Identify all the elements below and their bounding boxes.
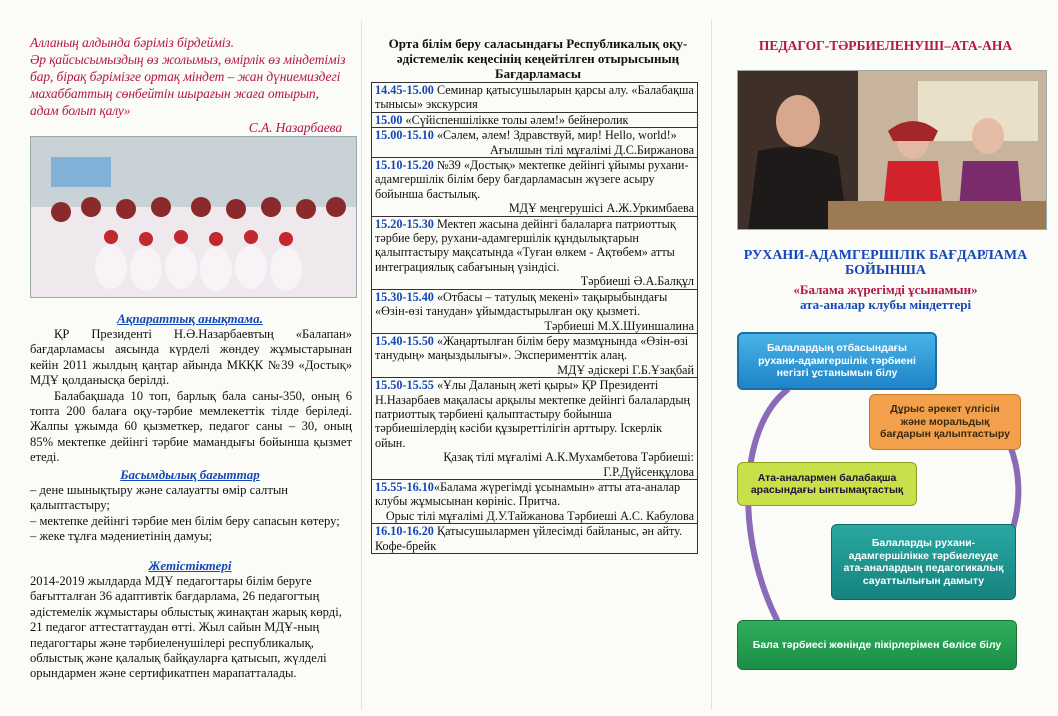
middle-panel [363,0,709,716]
schedule-time: 16.10-16.20 [375,524,434,539]
schedule-time: 15.40-15.50 [375,333,434,348]
schedule-row [371,127,698,157]
program-title: Орта білім беру саласындағы Республикалық оқу-әдістемелік кеңесінің кеңейтілген отырысының Бағдарламасы [388,36,688,81]
priority-item: – дене шынықтыру және салауатты өмір салтын қалыптастыру; [30,483,289,513]
task-box-5: Бала тәрбиесі жөнінде пікірлерімен бөлісе білу [737,620,1017,670]
schedule-row [371,289,698,333]
schedule-time: 15.10-15.20 [375,158,434,173]
schedule-time: 15.55-16.10 [375,479,434,494]
schedule-row [371,216,698,289]
schedule-time: 14.45-15.00 [375,83,434,97]
program-heading: РУХАНИ-АДАМГЕРШІЛІК БАҒДАРЛАМА БОЙЫНША [743,248,1028,278]
schedule-text: №39 «Достық» мектепке дейінгі ұйымы рухани-адамгершілік білім беру бағдарламасын жүзеге асыру бойынша бастылық. [375,158,689,201]
schedule-row [371,523,698,554]
schedule-row [371,333,698,377]
quote-block [30,34,350,136]
schedule-row [371,479,698,523]
left-panel [0,0,358,716]
achievements-text: 2014-2019 жылдарда МДҰ педагогтары білім беруге бағытталған 36 адаптивтік бағдарлама, 26 педагогтың әдістемелік жұмыстары облыстық жинақтан жарық көрді, 21 педагог аттестаттаудан өтті. Жыл сайын МДҰ-ның педагогтары және тәрбиеленушілері республикалық, облыстық және қалалық байқауларға қатысып, жүлделі орындармен және сертификатпен марапатталады. [30,574,342,681]
club-tasks-heading: ата-аналар клубы міндеттері [799,297,972,312]
info-heading: Ақпараттық анықтама. [117,311,263,326]
task-box-4: Балаларды рухани-адамгершілікке тәрбиелеуде ата-аналардың педагогикалық сауаттылығын дамыту [831,524,1016,600]
schedule-time: 15.00-15.10 [375,128,434,143]
schedule-text: «Сүйіспеншілікке толы әлем!» бейнеролик [402,112,629,127]
schedule-text: Семинар қатысушыларын қарсы алу. «Балабақша тынысы» экскурсия [375,83,694,112]
info-paragraph-2: Балабақшада 10 топ, барлық бала саны-350, оның 6 топта 200 балаға оқу-тәрбие мемлекеттік тілде беріледі. Жалпы ұжымда 60 қызметкер, педагог саны – 30, оның 85% мектепке дейінгі тәрбие мамандығы бойынша қызмет етеді. [30,388,352,465]
priority-item: – жеке тұлға мәдениетінің дамуы; [30,529,213,544]
task-box-2: Дұрыс әрекет үлгісін және моральдық бағдарын қалыптастыру [869,394,1021,450]
quote-line-2: Әр қайсысымыздың өз жолымыз, өмірлік өз міндетіміз бар, бірақ бәрімізге ортақ міндет – жан дүниемиздегі махаббаттың сөнбейтін шырағын жаға отырып, адам болып қалу» [30,52,346,118]
club-name: «Балама жүрегімді ұсынамын» [793,282,978,297]
fold-line-1 [361,20,362,710]
schedule-text: «Сәлем, әлем! Здравствуй, мир! Hello, world!» [433,128,677,143]
schedule-text: Қатысушылармен үйлесімді байланыс, ән айту. Кофе-брейк [375,524,683,553]
schedule-table [371,82,698,554]
teacher-children-photo [737,70,1047,230]
group-photo [30,136,357,298]
schedule-time: 15.20-15.30 [375,216,434,231]
schedule-presenter: МДҰ әдіскері Г.Б.Ұзақбай [557,362,694,377]
schedule-time: 15.50-15.55 [375,378,434,393]
schedule-text: Мектеп жасына дейінгі балаларға патриоттық тәрбие беру, рухани-адамгершілік құндылықтарын қалыптастыру мақсатында «Туған өлкем - Ақтөбем» атты интеграциялық сабағының үзіндісі. [375,216,676,274]
schedule-presenter: Тәрбиеші М.Х.Шуиншалина [544,318,694,333]
schedule-row [371,377,698,479]
priority-heading: Басымдылық бағыттар [120,467,260,482]
schedule-presenter: Ағылшын тілі мұғалімі Д.С.Биржанова [490,142,694,157]
schedule-text: «Жаңартылған білім беру мазмұнында «Өзін-өзі танудың» маңыздылығы». Эксперименттік алаң. [375,333,689,363]
schedule-text: «Балама жүрегімді ұсынамын» атты ата-аналар клубы жұмысынан көрініс. Притча. [375,479,681,509]
schedule-time: 15.30-15.40 [375,289,434,304]
info-paragraph-1: ҚР Президенті Н.Ә.Назарбаевтың «Балапан» бағдарламасы аясында күрделі жөндеу жұмыстарынан кейін 2011 жылдың қаңтар айында МКҚК №39 «Достық» МДҰ қолданысқа берілді. [30,327,352,388]
task-box-3: Ата-аналармен балабақша арасындағы ынтымақтастық [737,462,917,506]
schedule-presenter: Тәрбиеші Ә.А.Балқұл [580,274,694,289]
schedule-text: «Отбасы – татулық мекені» тақырыбындағы «Өзін-өзі танудан» ұйымдастырылған оқу қызметі. [375,289,668,319]
right-title: ПЕДАГОГ-ТӘРБИЕЛЕНУШІ–АТА-АНА [758,38,1013,53]
priority-list [30,483,352,545]
fold-line-2 [711,20,712,710]
schedule-time: 15.00 [375,112,403,127]
schedule-presenter: МДҰ меңгерушісі А.Ж.Уркимбаева [508,201,694,216]
schedule-row [371,112,698,127]
achievements-heading: Жетістіктері [148,558,232,573]
task-box-1: Балалардың отбасындағы рухани-адамгершілік тәрбиені негізгі ұстанымын білу [737,332,937,390]
schedule-presenter: Орыс тілі мұғалімі Д.У.Тайжанова Тәрбиеші А.С. Кабулова [385,508,694,523]
quote-line-1: Алланың алдында бәріміз бірдейміз. [30,35,234,50]
schedule-presenter: Қазақ тілі мұғалімі А.К.Мухамбетова Тәрбиеші: Г.Р.Дүйсенқұлова [443,450,694,479]
info-text [30,327,352,466]
priority-item: – мектепке дейінгі тәрбие мен білім беру сапасын көтеру; [30,513,340,528]
quote-author: С.А. Назарбаева [248,120,342,135]
schedule-text: «Ұлы Даланың жеті қыры» ҚР Президенті Н.Назарбаев мақаласы арқылы мектепке дейінгі балалардың патриоттық тәрбиені қалыптастыру бойынша тәрбиешілердің кәсіби құзыреттілігін арттыру. Іскерлік ойын. [375,378,691,450]
schedule-row [371,157,698,216]
schedule-row [371,82,698,112]
right-panel [713,0,1058,716]
